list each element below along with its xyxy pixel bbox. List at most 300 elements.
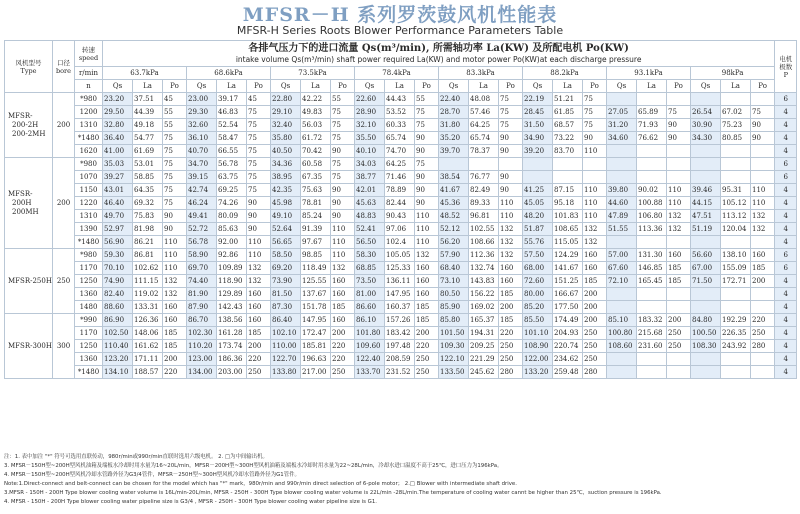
speed-n-header: n (75, 80, 103, 93)
value-cell: 220 (415, 340, 439, 353)
value-cell: 75 (751, 106, 775, 119)
value-cell: 113.36 (637, 223, 667, 236)
value-cell: 188.57 (133, 366, 163, 379)
poles-header (775, 41, 797, 93)
pressure-header: 63.7kPa (103, 67, 187, 80)
value-cell: 28.70 (439, 106, 469, 119)
speed-cell (75, 132, 103, 145)
poles-cell: 6 (775, 249, 797, 262)
value-cell: 209.25 (469, 340, 499, 353)
speed-cell (75, 249, 103, 262)
value-cell: 160 (415, 275, 439, 288)
poles-cell: 4 (775, 301, 797, 314)
poles-cell: 4 (775, 184, 797, 197)
value-cell (691, 171, 721, 184)
value-cell: 200 (667, 314, 691, 327)
value-cell: 151.78 (301, 301, 331, 314)
value-cell: 97.67 (301, 236, 331, 249)
speed-value: 1390 (79, 225, 98, 233)
value-cell: 89.33 (469, 197, 499, 210)
pressure-header: 68.6kPa (187, 67, 271, 80)
value-cell: 108.60 (607, 340, 637, 353)
value-cell: 56.65 (271, 236, 301, 249)
table-row (5, 106, 797, 119)
value-cell: 52.72 (187, 223, 217, 236)
value-cell: 42.74 (187, 184, 217, 197)
value-cell (607, 171, 637, 184)
model-header-zh: 风机型号 (15, 58, 42, 67)
sub-column-header: La (217, 80, 247, 93)
sub-column-header: La (133, 80, 163, 93)
value-cell: 44.39 (133, 106, 163, 119)
value-cell: 70.10 (103, 262, 133, 275)
value-cell: 39.70 (439, 145, 469, 158)
poles-cell: 4 (775, 119, 797, 132)
pressure-header: 73.5kPa (271, 67, 355, 80)
value-cell: 171.11 (133, 353, 163, 366)
value-cell: 45.98 (271, 197, 301, 210)
bore-cell: 300 (53, 314, 75, 379)
value-cell (523, 158, 553, 171)
table-row (5, 184, 797, 197)
table-row (5, 145, 797, 158)
value-cell: 100.88 (637, 197, 667, 210)
value-cell: 58.30 (355, 249, 385, 262)
value-cell: 47.51 (691, 210, 721, 223)
poles-cell: 4 (775, 106, 797, 119)
value-cell: 92.00 (217, 236, 247, 249)
value-cell (691, 93, 721, 106)
value-cell: 133.31 (133, 301, 163, 314)
model-cell (5, 249, 53, 314)
value-cell (751, 145, 775, 158)
value-cell: 125.55 (301, 275, 331, 288)
value-cell: 27.05 (607, 106, 637, 119)
value-cell (637, 171, 667, 184)
value-cell: 75 (247, 184, 271, 197)
value-cell: 74.40 (187, 275, 217, 288)
value-cell (607, 366, 637, 379)
value-cell: 80.85 (721, 132, 751, 145)
value-cell: 100.50 (691, 327, 721, 340)
value-cell (637, 366, 667, 379)
value-cell: 132 (247, 262, 271, 275)
value-cell: 185 (499, 288, 523, 301)
poles-cell: 4 (775, 197, 797, 210)
value-cell (607, 158, 637, 171)
value-cell: 122.70 (271, 353, 301, 366)
value-cell: 45.63 (355, 197, 385, 210)
value-cell (667, 366, 691, 379)
speed-cell (75, 210, 103, 223)
value-cell: 64.25 (469, 119, 499, 132)
value-cell: 78.37 (469, 145, 499, 158)
value-cell: 90 (415, 197, 439, 210)
poles-cell: 4 (775, 145, 797, 158)
value-cell: 52.12 (439, 223, 469, 236)
bore-header (53, 41, 75, 93)
value-cell: 106.80 (637, 210, 667, 223)
speed-value: 990 (83, 316, 97, 324)
value-cell: 74.70 (385, 145, 415, 158)
value-cell: 90 (415, 184, 439, 197)
value-cell: 197.48 (385, 340, 415, 353)
value-cell: 53.52 (385, 106, 415, 119)
value-cell: 110 (583, 210, 607, 223)
value-cell: 58.47 (217, 132, 247, 145)
value-cell: 56.60 (691, 249, 721, 262)
sub-column-header: La (637, 80, 667, 93)
pressure-header: 78.4kPa (355, 67, 439, 80)
value-cell: 250 (583, 327, 607, 340)
value-cell: 32.80 (103, 119, 133, 132)
value-cell: 250 (583, 340, 607, 353)
value-cell: 26.54 (691, 106, 721, 119)
value-cell: 160 (331, 314, 355, 327)
value-cell: 75 (163, 158, 187, 171)
value-cell: 102.50 (103, 327, 133, 340)
value-cell: 31.20 (607, 119, 637, 132)
value-cell (583, 171, 607, 184)
value-cell: 160 (163, 301, 187, 314)
value-cell: 65.89 (637, 106, 667, 119)
value-cell: 208.59 (385, 353, 415, 366)
table-row (5, 340, 797, 353)
value-cell: 37.51 (133, 93, 163, 106)
poles-cell: 4 (775, 314, 797, 327)
value-cell: 56.20 (439, 236, 469, 249)
speed-cell (75, 366, 103, 379)
speed-header (75, 41, 103, 67)
table-row (5, 275, 797, 288)
value-cell: 185 (163, 327, 187, 340)
table-row (5, 366, 797, 379)
value-cell: 54.77 (133, 132, 163, 145)
value-cell: 161.28 (217, 327, 247, 340)
value-cell: 29.50 (103, 106, 133, 119)
value-cell: 59.30 (103, 249, 133, 262)
value-cell: 64.35 (133, 184, 163, 197)
value-cell: 250 (415, 366, 439, 379)
value-cell: 39.17 (217, 93, 247, 106)
performance-table (4, 40, 797, 379)
value-cell: 102.10 (271, 327, 301, 340)
model-header (5, 41, 53, 93)
value-cell: 220 (163, 366, 187, 379)
value-cell: 58.90 (187, 249, 217, 262)
speed-value: 1200 (79, 108, 98, 116)
speed-cell (75, 145, 103, 158)
value-cell: 146.85 (637, 262, 667, 275)
speed-value: 1620 (79, 147, 98, 155)
value-cell: 90 (667, 132, 691, 145)
value-cell: 96.81 (469, 210, 499, 223)
value-cell: 200 (583, 314, 607, 327)
value-cell: 42.01 (355, 184, 385, 197)
value-cell: 90 (499, 184, 523, 197)
value-cell (751, 93, 775, 106)
value-cell: 217.00 (301, 366, 331, 379)
value-cell: 160 (247, 301, 271, 314)
value-cell: 56.78 (217, 158, 247, 171)
value-cell: 173.74 (217, 340, 247, 353)
speed-value: 1310 (79, 121, 98, 129)
footnote-line: 4. MFSR－150H型~200H型风机冷却水管路外径为G3/4管件，MFSR－250H型~300H型风机冷却水管路外径为G1管件。 (4, 472, 300, 478)
footnote-line: 4. MFSR - 150H - 200H Type blower cooling water pipeline size is G3/4 , MFSR - 250H - 300H Type blower cooling water pipeline size is G1. (4, 499, 377, 505)
value-cell: 110 (415, 236, 439, 249)
value-cell: 86.21 (133, 236, 163, 249)
value-cell: 41.67 (439, 184, 469, 197)
value-cell: 95.31 (721, 184, 751, 197)
poles-cell: 4 (775, 223, 797, 236)
value-cell: 36.10 (187, 132, 217, 145)
value-cell: 39.20 (523, 145, 553, 158)
star-mark: * (80, 251, 84, 259)
poles-cell: 6 (775, 171, 797, 184)
sub-column-header: Po (415, 80, 439, 93)
value-cell (721, 353, 751, 366)
value-cell (667, 93, 691, 106)
value-cell: 90 (163, 210, 187, 223)
value-cell (721, 158, 751, 171)
value-cell (751, 158, 775, 171)
sub-column-header: Po (583, 80, 607, 93)
speed-cell (75, 275, 103, 288)
value-cell (751, 301, 775, 314)
value-cell: 110 (415, 210, 439, 223)
speed-unit-header: r/min (75, 67, 103, 80)
speed-cell (75, 119, 103, 132)
value-cell: 101.83 (553, 210, 583, 223)
value-cell: 51.87 (523, 223, 553, 236)
value-cell: 110 (751, 197, 775, 210)
value-cell: 22.40 (439, 93, 469, 106)
value-cell: 231.60 (637, 340, 667, 353)
value-cell: 90 (667, 119, 691, 132)
value-cell (667, 301, 691, 314)
value-cell: 49.18 (133, 119, 163, 132)
value-cell: 75 (667, 106, 691, 119)
value-cell: 52.41 (355, 223, 385, 236)
value-cell: 160 (331, 288, 355, 301)
value-cell: 123.20 (103, 353, 133, 366)
value-cell (637, 158, 667, 171)
value-cell: 122.10 (439, 353, 469, 366)
value-cell: 68.00 (523, 262, 553, 275)
value-cell: 280 (499, 366, 523, 379)
value-cell (607, 301, 637, 314)
sub-column-header: Qs (187, 80, 217, 93)
value-cell: 250 (499, 353, 523, 366)
value-cell: 75 (331, 158, 355, 171)
value-cell: 133.80 (271, 366, 301, 379)
value-cell: 90 (163, 223, 187, 236)
model-line: 200-2MH (12, 129, 46, 138)
star-mark: * (77, 238, 82, 246)
value-cell: 90 (415, 171, 439, 184)
value-cell: 76.62 (637, 132, 667, 145)
value-cell: 53.01 (133, 158, 163, 171)
value-cell: 78.89 (385, 184, 415, 197)
value-cell: 51.19 (691, 223, 721, 236)
star-mark: * (77, 368, 82, 376)
value-cell: 86.90 (103, 314, 133, 327)
value-cell: 134.00 (187, 366, 217, 379)
value-cell: 83.70 (553, 145, 583, 158)
star-mark: * (80, 95, 84, 103)
value-cell: 48.52 (439, 210, 469, 223)
value-cell: 68.85 (355, 262, 385, 275)
value-cell: 30.90 (691, 119, 721, 132)
sub-column-header: Qs (271, 80, 301, 93)
value-cell: 220 (331, 340, 355, 353)
value-cell: 124.29 (553, 249, 583, 262)
speed-value: 1360 (79, 290, 98, 298)
value-cell: 160 (331, 275, 355, 288)
sub-column-header: La (385, 80, 415, 93)
value-cell: 90.43 (385, 210, 415, 223)
value-cell: 123.00 (187, 353, 217, 366)
value-cell: 280 (583, 366, 607, 379)
value-cell: 84.80 (691, 314, 721, 327)
value-cell: 36.40 (103, 132, 133, 145)
table-row (5, 197, 797, 210)
value-cell: 74.90 (103, 275, 133, 288)
value-cell: 110 (247, 249, 271, 262)
value-cell: 110 (331, 249, 355, 262)
value-cell: 101.50 (439, 327, 469, 340)
value-cell: 245.62 (469, 366, 499, 379)
value-cell: 81.98 (133, 223, 163, 236)
value-cell: 132 (583, 236, 607, 249)
intake-header (103, 41, 775, 67)
value-cell: 57.90 (439, 249, 469, 262)
speed-cell (75, 327, 103, 340)
speed-value: 980 (83, 251, 97, 259)
value-cell: 192.29 (721, 314, 751, 327)
value-cell (667, 158, 691, 171)
speed-cell (75, 288, 103, 301)
value-cell: 85.80 (439, 314, 469, 327)
sub-column-header: La (301, 80, 331, 93)
value-cell: 126.36 (133, 314, 163, 327)
value-cell: 215.68 (637, 327, 667, 340)
value-cell: 133.70 (355, 366, 385, 379)
value-cell: 160 (583, 262, 607, 275)
value-cell (667, 236, 691, 249)
value-cell (607, 288, 637, 301)
value-cell: 132 (667, 223, 691, 236)
value-cell: 45.05 (523, 197, 553, 210)
model-line: MFSR- (8, 111, 33, 120)
value-cell: 90 (331, 184, 355, 197)
value-cell: 55 (163, 119, 187, 132)
value-cell: 147.95 (385, 288, 415, 301)
speed-value: 1310 (79, 212, 98, 220)
value-cell: 183.42 (385, 327, 415, 340)
value-cell (607, 236, 637, 249)
speed-cell (75, 171, 103, 184)
speed-value: 1250 (79, 277, 98, 285)
value-cell: 45 (163, 93, 187, 106)
value-cell: 38.77 (355, 171, 385, 184)
poles-cell: 4 (775, 327, 797, 340)
value-cell: 90 (499, 171, 523, 184)
value-cell: 174.49 (553, 314, 583, 327)
value-cell: 132 (667, 210, 691, 223)
value-cell: 160 (247, 314, 271, 327)
value-cell: 32.10 (355, 119, 385, 132)
value-cell: 87.15 (553, 184, 583, 197)
value-cell: 136.11 (385, 275, 415, 288)
value-cell: 73.90 (271, 275, 301, 288)
value-cell (751, 288, 775, 301)
value-cell: 38.95 (271, 171, 301, 184)
value-cell: 82.44 (385, 197, 415, 210)
value-cell: 90 (331, 145, 355, 158)
table-row (5, 288, 797, 301)
model-header-en: Type (20, 66, 37, 75)
value-cell: 110 (415, 223, 439, 236)
value-cell: 75 (247, 106, 271, 119)
value-cell: 110 (751, 184, 775, 197)
value-cell: 61.85 (553, 106, 583, 119)
table-row (5, 223, 797, 236)
value-cell (691, 236, 721, 249)
value-cell: 73.10 (439, 275, 469, 288)
table-row (5, 262, 797, 275)
table-row (5, 301, 797, 314)
speed-value: 1480 (81, 134, 100, 142)
value-cell: 220 (331, 353, 355, 366)
value-cell: 65.74 (469, 132, 499, 145)
value-cell: 102.30 (187, 327, 217, 340)
value-cell: 46.24 (187, 197, 217, 210)
value-cell: 29.30 (187, 106, 217, 119)
value-cell (553, 158, 583, 171)
value-cell: 101.10 (523, 327, 553, 340)
value-cell: 220.74 (553, 340, 583, 353)
table-row (5, 132, 797, 145)
value-cell (721, 236, 751, 249)
value-cell: 243.92 (721, 340, 751, 353)
poles-cell: 4 (775, 236, 797, 249)
value-cell: 46.40 (103, 197, 133, 210)
value-cell: 75 (163, 145, 187, 158)
value-cell: 75 (247, 158, 271, 171)
value-cell: 91.39 (301, 223, 331, 236)
value-cell: 134.10 (103, 366, 133, 379)
speed-value: 1480 (81, 238, 100, 246)
value-cell: 41.00 (103, 145, 133, 158)
value-cell: 69.20 (271, 262, 301, 275)
value-cell: 110 (331, 236, 355, 249)
value-cell: 75 (331, 171, 355, 184)
value-cell: 111.15 (133, 275, 163, 288)
value-cell: 105.12 (721, 197, 751, 210)
value-cell: 58.85 (133, 171, 163, 184)
value-cell: 60.33 (385, 119, 415, 132)
value-cell: 161.62 (133, 340, 163, 353)
value-cell: 88.60 (103, 301, 133, 314)
value-cell: 34.70 (187, 158, 217, 171)
value-cell (691, 353, 721, 366)
value-cell: 112.36 (469, 249, 499, 262)
value-cell: 67.00 (691, 262, 721, 275)
value-cell: 200 (583, 301, 607, 314)
value-cell: 90.02 (637, 184, 667, 197)
value-cell: 75 (499, 106, 523, 119)
